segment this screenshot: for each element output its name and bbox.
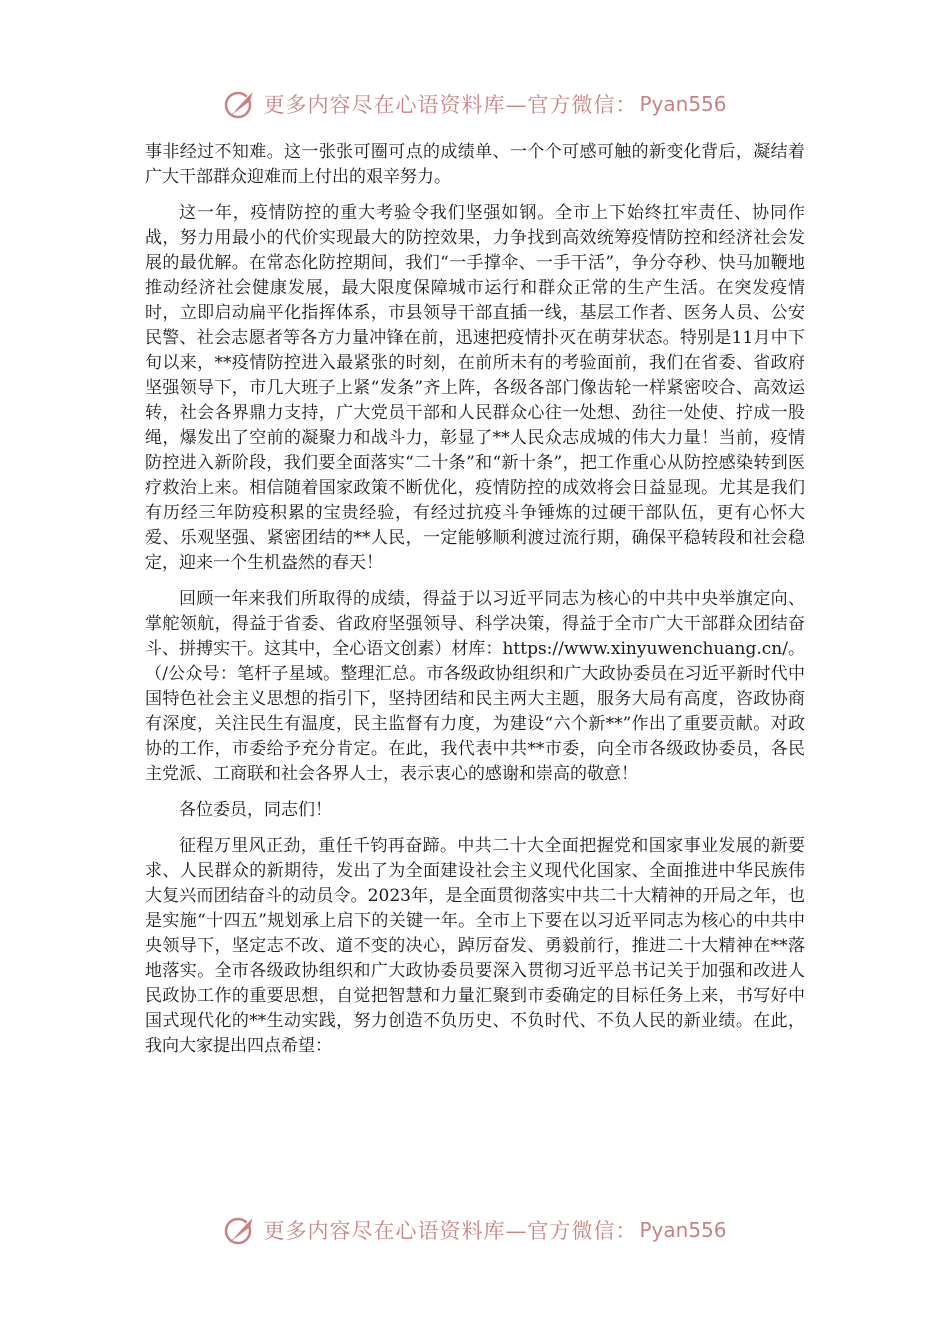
paragraph-4: 各位委员，同志们！ [179,800,332,820]
watermark-text: 更多内容尽在心语资料库—官方微信： [263,1219,638,1243]
document-body [145,140,805,1070]
paragraph-5: 征程万里风正劲，重任千钧再奋蹄。中共二十大全面把握党和国家事业发展的新要求、人民群众的新期待，发出了为全面建设社会主义现代化国家、全面推进中华民族伟大复兴而团结奋斗的动员令。2023年，是全面贯彻落实中共二十大精神的开局之年，也是实施“十四五”规划承上启下的关键一年。全市上下要在以习近平同志为核心的中共中央领导下，坚定志不改、道不变的决心，踔厉奋发、勇毅前行，推进二十大精神在**落地落实。全市各级政协组织和广大政协委员要深入贯彻习近平总书记关于加强和改进人民政协工作的重要思想，自觉把智慧和力量汇聚到市委确定的目标任务上来，书写好中国式现代化的**生动实践，努力创造不负历史、不负时代、不负人民的新业绩。在此，我向大家提出四点希望： [145,836,805,1056]
paragraph-3: 回顾一年来我们所取得的成绩，得益于以习近平同志为核心的中共中央举旗定向、掌舵领航，得益于省委、省政府坚强领导、科学决策，得益于全市广大干部群众团结奋斗、拼搏实干。这其中，全心语文创素）材库：https://www.xinyuwenchuang.cn/。（/公众号：笔杆子星域。整理汇总。市各级政协组织和广大政协委员在习近平新时代中国特色社会主义思想的指引下，坚持团结和民主两大主题，服务大局有高度，咨政协商有深度，关注民生有温度，民主监督有力度，为建设“六个新**”作出了重要贡献。对政协的工作，市委给予充分肯定。在此，我代表中共**市委，向全市各级政协委员，各民主党派、工商联和社会各界人士，表示衷心的感谢和崇高的敬意！ [145,589,805,784]
paragraph-2: 这一年，疫情防控的重大考验令我们坚强如钢。全市上下始终扛牢责任、协同作战，努力用最小的代价实现最大的防控效果，力争找到高效统筹疫情防控和经济社会发展的最优解。在常态化防控期间，我们“一手撑伞、一手干活”，争分夺秒、快马加鞭地推动经济社会健康发展，最大限度保障城市运行和群众正常的生产生活。在突发疫情时，立即启动扁平化指挥体系，市县领导干部直插一线，基层工作者、医务人员、公安民警、社会志愿者等各方力量冲锋在前，迅速把疫情扑灭在萌芽状态。特别是11月中下旬以来，**疫情防控进入最紧张的时刻，在前所未有的考验面前，我们在省委、省政府坚强领导下，市几大班子上紧“发条”齐上阵，各级各部门像齿轮一样紧密咬合、高效运转，社会各界鼎力支持，广大党员干部和人民群众心往一处想、劲往一处使、拧成一股绳，爆发出了空前的凝聚力和战斗力，彰显了**人民众志成城的伟大力量！当前，疫情防控进入新阶段，我们要全面落实“二十条”和“新十条”，把工作重心从防控感染转到医疗救治上来。相信随着国家政策不断优化，疫情防控的成效将会日益显现。尤其是我们有历经三年防疫积累的宝贵经验，有经过抗疫斗争锤炼的过硬干部队伍，更有心怀大爱、乐观坚强、紧密团结的**人民，一定能够顺利渡过流行期，确保平稳转段和社会稳定，迎来一个生机盎然的春天！ [145,203,805,573]
watermark-account: Pyan556 [639,1218,727,1242]
paragraph-1: 事非经过不知难。这一张张可圈可点的成绩单、一个个可感可触的新变化背后，凝结着广大干部群众迎难而上付出的艰辛努力。 [145,142,805,187]
watermark-header [0,84,950,124]
quill-logo-icon [223,87,257,121]
watermark-account: Pyan556 [639,92,727,116]
watermark-footer [0,1210,950,1250]
quill-logo-icon [223,1213,257,1247]
watermark-text: 更多内容尽在心语资料库—官方微信： [263,93,638,117]
